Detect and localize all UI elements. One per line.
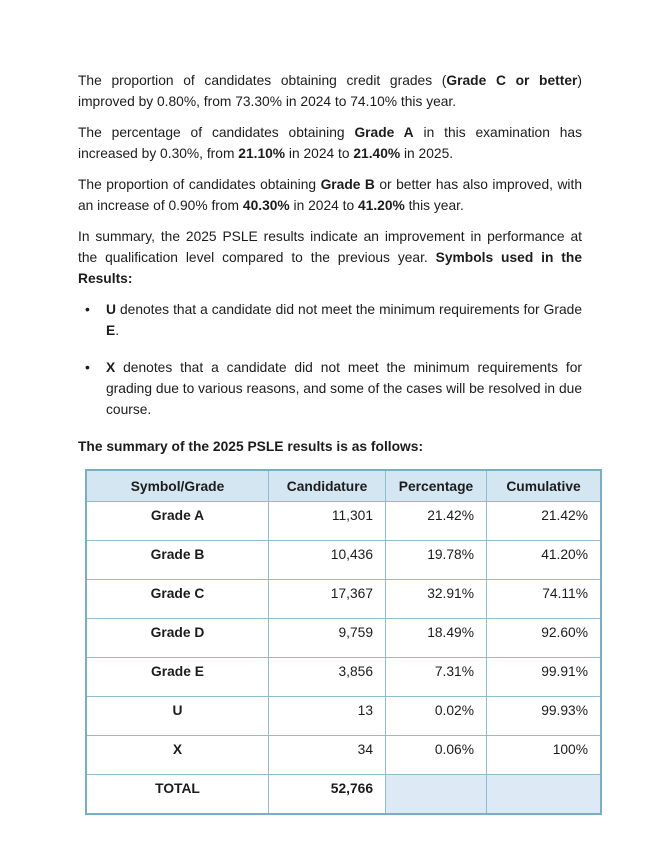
value-cell: 100% (487, 736, 602, 775)
value-cell: 99.93% (487, 697, 602, 736)
grade-cell: Grade A (86, 502, 269, 541)
grade-cell: Grade C (86, 580, 269, 619)
value-cell: 41.20% (487, 541, 602, 580)
value-cell: 3,856 (269, 658, 386, 697)
value-cell: 19.78% (386, 541, 487, 580)
value-cell: 74.11% (487, 580, 602, 619)
header-row (86, 470, 601, 502)
grade-cell: Grade E (86, 658, 269, 697)
table-row (86, 775, 601, 815)
value-cell: 11,301 (269, 502, 386, 541)
paragraph-grade-c-credit: The proportion of candidates obtaining credit grades (Grade C or better) improved by 0.80%, from 73.30% in 2024 to 74.10% this year. (78, 73, 582, 109)
table-row (86, 502, 601, 541)
value-cell: 21.42% (386, 502, 487, 541)
table-row (86, 580, 601, 619)
results-table-body (86, 502, 601, 815)
grade-cell: U (86, 697, 269, 736)
value-cell: 18.49% (386, 619, 487, 658)
list-item-symbol-x: • X denotes that a candidate did not meet the minimum requirements for grading due to various reasons, and some of the cases will be resolved in due course. (78, 357, 582, 420)
value-cell: 34 (269, 736, 386, 775)
paragraph-grade-b: The proportion of candidates obtaining Grade B or better has also improved, with an increase of 0.90% from 40.30% in 2024 to 41.20% this year. (78, 177, 583, 213)
grade-cell: Grade B (86, 541, 269, 580)
value-cell (386, 775, 487, 815)
value-cell: 32.91% (386, 580, 487, 619)
column-header-cumulative: Cumulative (487, 470, 602, 502)
symbols-list (78, 299, 582, 420)
value-cell: 21.42% (487, 502, 602, 541)
list-item-symbol-u: • U denotes that a candidate did not meet the minimum requirements for Grade E. (78, 299, 582, 341)
table-row (86, 697, 601, 736)
value-cell: 99.91% (487, 658, 602, 697)
value-cell: 17,367 (269, 580, 386, 619)
column-header-percentage: Percentage (386, 470, 487, 502)
value-cell: 9,759 (269, 619, 386, 658)
value-cell: 0.06% (386, 736, 487, 775)
table-row (86, 736, 601, 775)
column-header-candidature: Candidature (269, 470, 386, 502)
paragraph-summary: In summary, the 2025 PSLE results indicate an improvement in performance at the qualification level compared to the previous year. Symbols used in the Results: (78, 229, 582, 286)
grade-cell: X (86, 736, 269, 775)
table-row (86, 541, 601, 580)
column-header-symbol-grade: Symbol/Grade (86, 470, 269, 502)
grade-cell: TOTAL (86, 775, 269, 815)
paragraph-grade-a: The percentage of candidates obtaining Grade A in this examination has increased by 0.30%, from 21.10% in 2024 to 21.40% in 2025. (78, 125, 582, 161)
value-cell: 92.60% (487, 619, 602, 658)
table-row (86, 658, 601, 697)
value-cell: 0.02% (386, 697, 487, 736)
value-cell: 52,766 (269, 775, 386, 815)
value-cell: 13 (269, 697, 386, 736)
grade-cell: Grade D (86, 619, 269, 658)
table-row (86, 619, 601, 658)
results-table (85, 469, 602, 815)
results-table-header (86, 470, 601, 502)
value-cell: 7.31% (386, 658, 487, 697)
table-heading: The summary of the 2025 PSLE results is as follows: (78, 439, 424, 454)
value-cell: 10,436 (269, 541, 386, 580)
value-cell (487, 775, 602, 815)
